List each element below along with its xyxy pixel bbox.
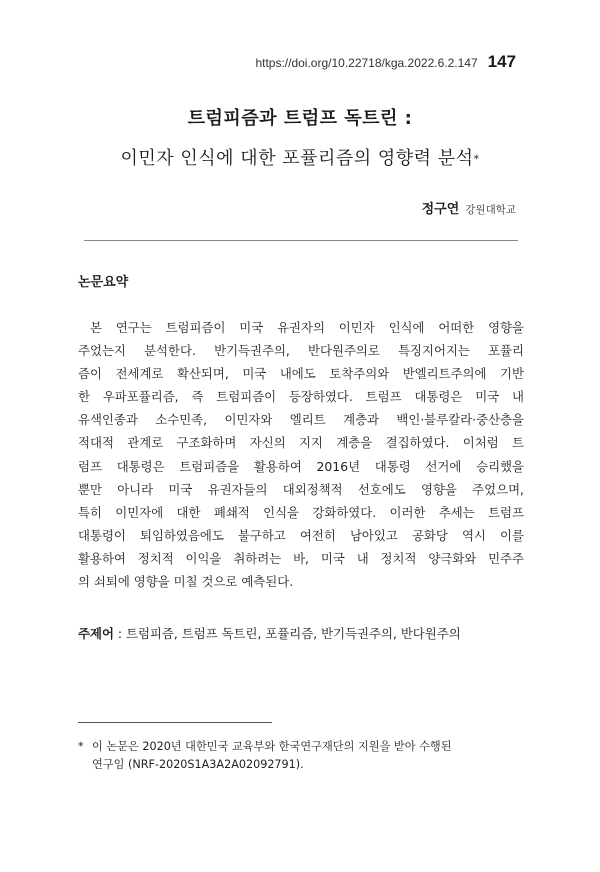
keywords-separator: :: [113, 626, 126, 641]
footnote-line: 이 논문은 2020년 대한민국 교육부와 한국연구재단의 지원을 받아 수행된: [92, 740, 452, 753]
divider: [84, 240, 518, 241]
subtitle-text: 이민자 인식에 대한 포퓰리즘의 영향력 분석: [120, 148, 474, 169]
abstract-line: 특히 이민자에 대한 폐쇄적 인식을 강화하였다. 이러한 추세는 트럼프: [78, 504, 524, 520]
abstract-line: 의 쇠퇴에 영향을 미칠 것으로 예측된다.: [78, 574, 294, 590]
abstract-line: 유색인종과 소수민족, 이민자와 엘리트 계층과 백인·블루칼라·중산층을: [78, 412, 524, 428]
footnote-line: 연구임 (NRF-2020S1A3A2A02092791).: [92, 758, 304, 771]
page-number: 147: [487, 52, 516, 71]
footnote-marker: *: [473, 152, 480, 166]
footnote-divider: [78, 722, 272, 723]
author-name: 정구연: [421, 202, 460, 217]
keywords-text: 트럼피즘, 트럼프 독트린, 포퓰리즘, 반기득권주의, 반다원주의: [125, 626, 461, 641]
keywords-label: 주제어: [78, 626, 114, 641]
author-block: [422, 198, 516, 217]
abstract-line: 적대적 관계로 구조화하며 자신의 지지 계층을 결집하였다. 이처럼 트: [78, 435, 524, 451]
abstract-line: 뿐만 아니라 미국 유권자들의 대외정책적 선호에도 영향을 주었으며,: [78, 481, 524, 497]
abstract-line: 본 연구는 트럼피즘이 미국 유권자의 이민자 인식에 어떠한 영향을: [90, 320, 524, 335]
author-affiliation: 강원대학교: [465, 204, 516, 216]
running-header: [255, 52, 516, 72]
footnote-mark: *: [78, 740, 84, 753]
footnote: [78, 738, 524, 774]
abstract-line: 럼프 대통령은 트럼피즘을 활용하여 2016년 대통령 선거에 승리했을: [78, 458, 524, 474]
abstract-body: [78, 316, 524, 593]
abstract-line: 한 우파포퓰리즘, 즉 트럼피즘이 등장하였다. 트럼프 대통령은 미국 내: [78, 389, 524, 405]
abstract-heading: 논문요약: [78, 275, 129, 290]
paper-subtitle: [0, 144, 600, 170]
abstract-line: 대통령이 퇴임하였음에도 불구하고 여전히 남아있고 공화당 역시 이를: [78, 527, 524, 543]
abstract-line: 즘이 전세계로 확산되며, 미국 내에도 토착주의와 반엘리트주의에 기반: [78, 366, 524, 382]
doi-link[interactable]: https://doi.org/10.22718/kga.2022.6.2.147: [255, 56, 478, 70]
paper-title: 트럼피즘과 트럼프 독트린 :: [187, 108, 413, 129]
abstract-line: 주었는지 분석한다. 반기득권주의, 반다원주의로 특징지어지는 포퓰리: [78, 343, 524, 359]
abstract-line: 활용하여 정치적 이익을 취하려는 바, 미국 내 정치적 양극화와 민주주: [78, 550, 524, 566]
keywords: [78, 624, 461, 642]
